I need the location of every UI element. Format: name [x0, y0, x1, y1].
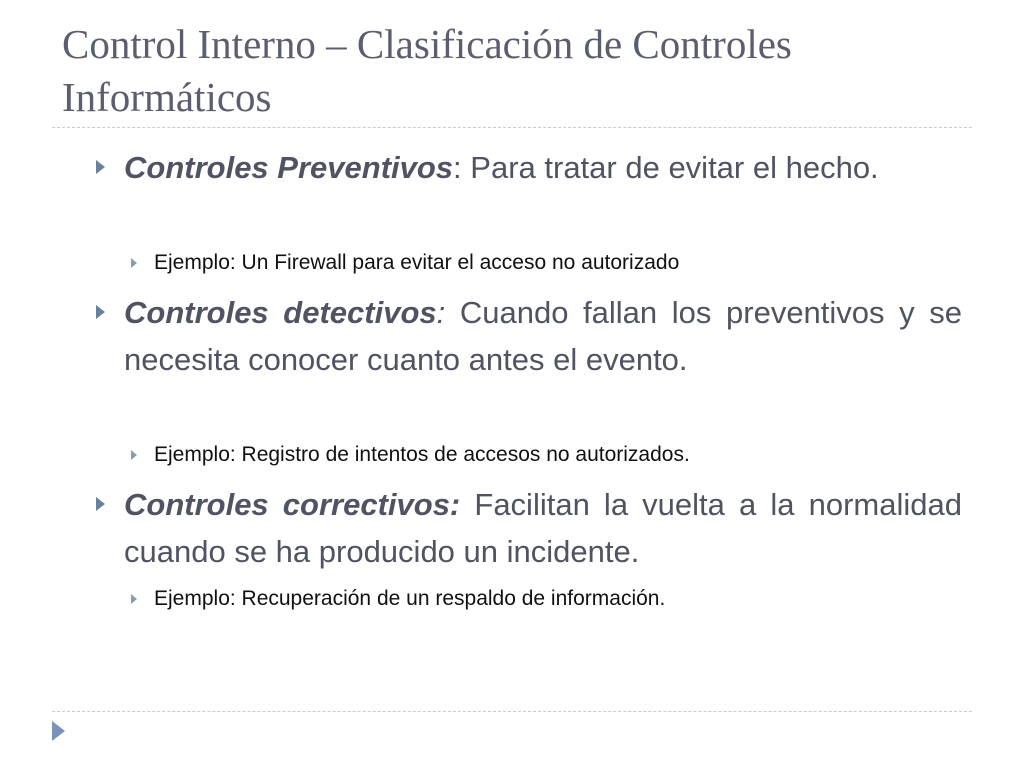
item-text: Facilitan la vuelta a la normalidad cuando se ha producido un incidente.	[124, 487, 962, 569]
sub-item-example: Ejemplo: Registro de intentos de accesos no autorizados.	[154, 443, 690, 466]
item-separator: :	[436, 295, 446, 330]
sub-item-example: Ejemplo: Recuperación de un respaldo de información.	[154, 587, 666, 610]
sub-item-example: Ejemplo: Un Firewall para evitar el acceso no autorizado	[154, 251, 680, 274]
bullet-item-detectivos	[124, 289, 962, 383]
item-term: Controles detectivos	[124, 295, 437, 330]
item-text: Para tratar de evitar el hecho.	[461, 150, 879, 185]
sub-bullet-arrow-icon	[131, 258, 137, 268]
item-separator: :	[453, 150, 462, 185]
footer-divider	[52, 711, 972, 712]
next-slide-arrow-icon[interactable]	[52, 721, 65, 741]
item-term: Controles Preventivos	[124, 150, 454, 185]
bullet-item-preventivos	[124, 144, 962, 191]
bullet-arrow-icon	[96, 497, 105, 511]
slide-title: Control Interno – Clasificación de Controles Informáticos	[62, 21, 792, 120]
bullet-arrow-icon	[96, 160, 105, 174]
item-text: Cuando fallan los preventivos y se necesita conocer cuanto antes el evento.	[124, 295, 962, 377]
bullet-item-correctivos	[124, 481, 962, 575]
bullet-arrow-icon	[96, 305, 105, 319]
sub-bullet-arrow-icon	[131, 450, 137, 460]
title-divider	[52, 127, 972, 128]
sub-bullet-arrow-icon	[131, 594, 137, 604]
item-term: Controles correctivos:	[124, 487, 461, 522]
